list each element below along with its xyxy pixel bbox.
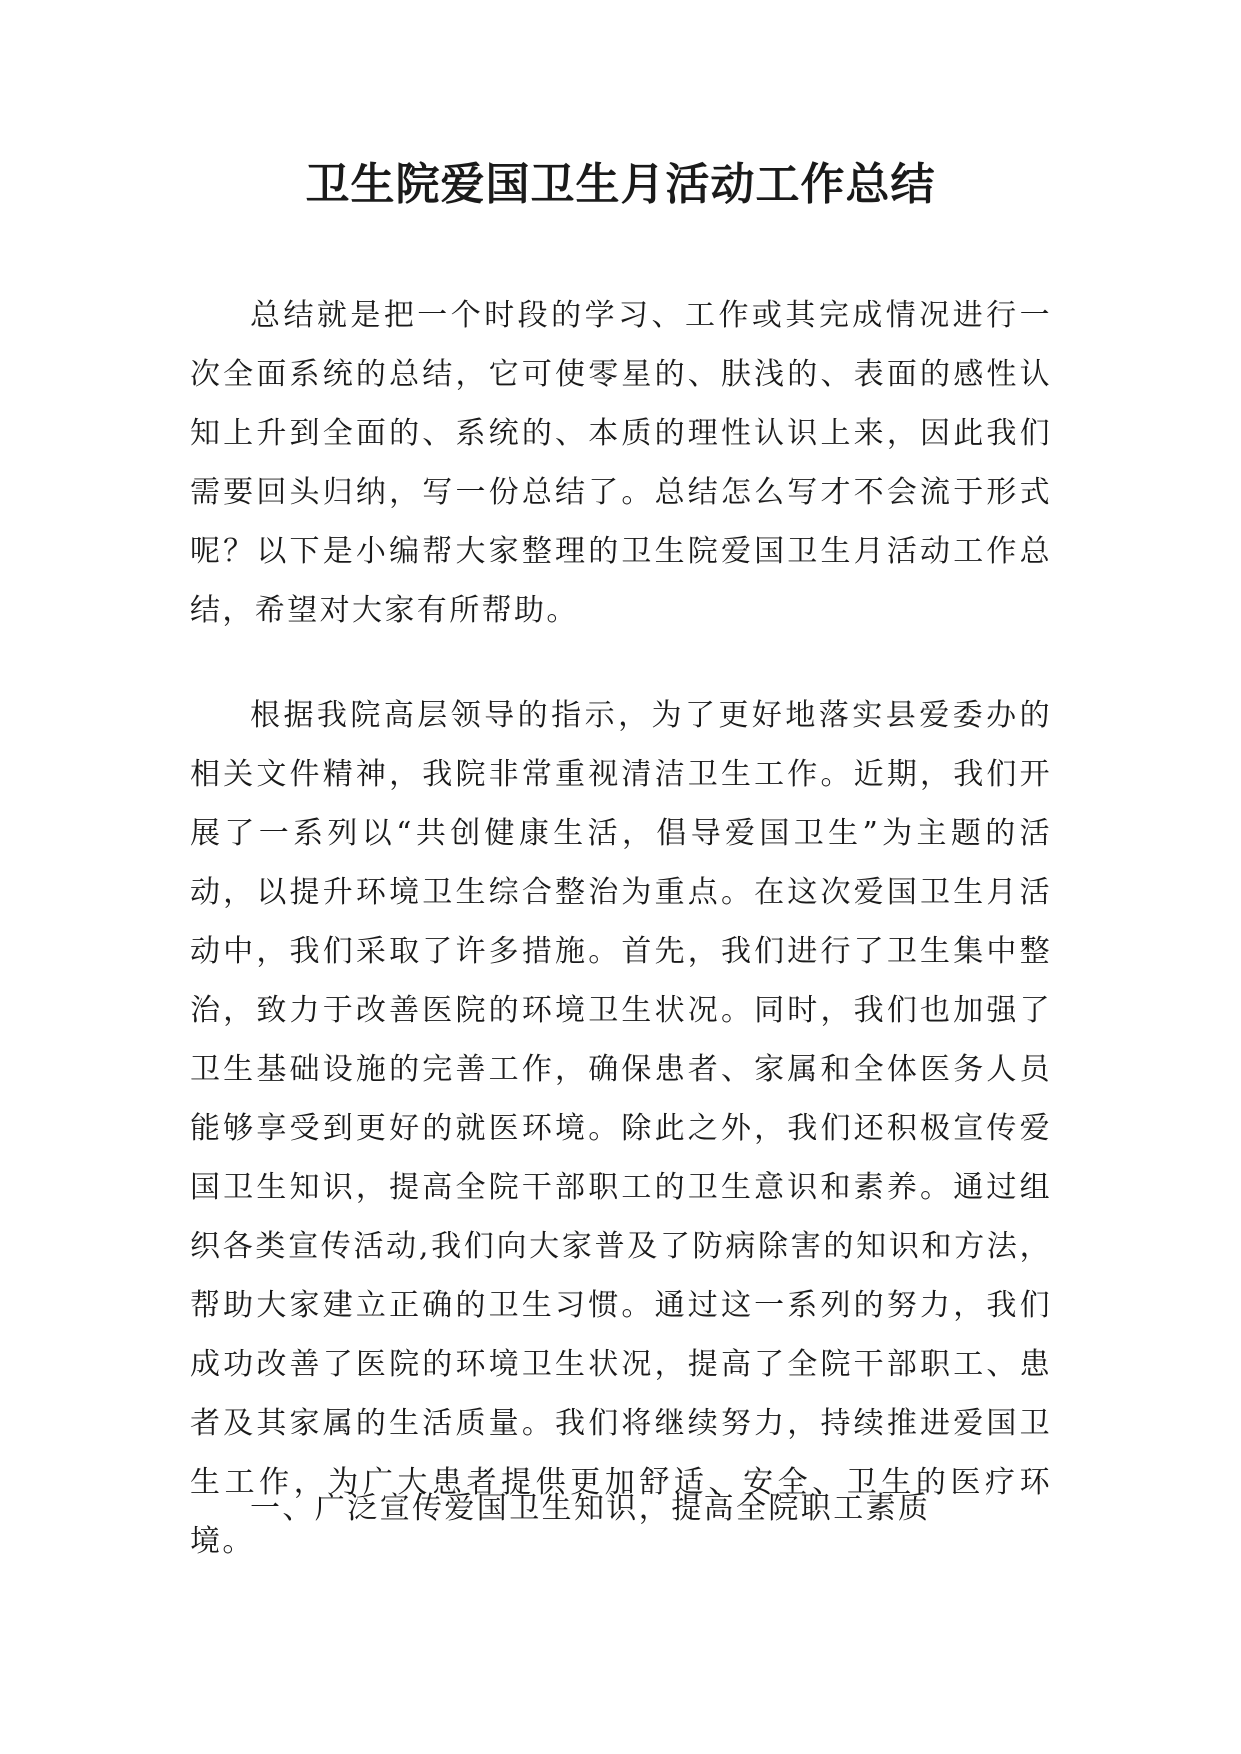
intro-paragraph: 总结就是把一个时段的学习、工作或其完成情况进行一次全面系统的总结，它可使零星的、肤浅的、表面的感性认知上升到全面的、系统的、本质的理性认识上来，因此我们需要回头归纳，写一份总结了。总结怎么写才不会流于形式呢？以下是小编帮大家整理的卫生院爱国卫生月活动工作总结，希望对大家有所帮助。 — [190, 298, 1052, 628]
section-heading: 一、广泛宣传爱国卫生知识，提高全院职工素质 — [250, 1491, 931, 1526]
main-section — [190, 686, 1052, 1571]
intro-section — [190, 286, 1052, 640]
main-paragraph: 根据我院高层领导的指示，为了更好地落实县爱委办的相关文件精神，我院非常重视清洁卫生工作。近期，我们开展了一系列以“共创健康生活，倡导爱国卫生”为主题的活动，以提升环境卫生综合整治为重点。在这次爱国卫生月活动中，我们采取了许多措施。首先，我们进行了卫生集中整治，致力于改善医院的环境卫生状况。同时，我们也加强了卫生基础设施的完善工作，确保患者、家属和全体医务人员能够享受到更好的就医环境。除此之外，我们还积极宣传爱国卫生知识，提高全院干部职工的卫生意识和素养。通过组织各类宣传活动,我们向大家普及了防病除害的知识和方法，帮助大家建立正确的卫生习惯。通过这一系列的努力，我们成功改善了医院的环境卫生状况，提高了全院干部职工、患者及其家属的生活质量。我们将继续努力，持续推进爱国卫生工作，为广大患者提供更加舒适、安全、卫生的医疗环境。 — [190, 698, 1052, 1559]
document-title: 卫生院爱国卫生月活动工作总结 — [305, 159, 936, 210]
